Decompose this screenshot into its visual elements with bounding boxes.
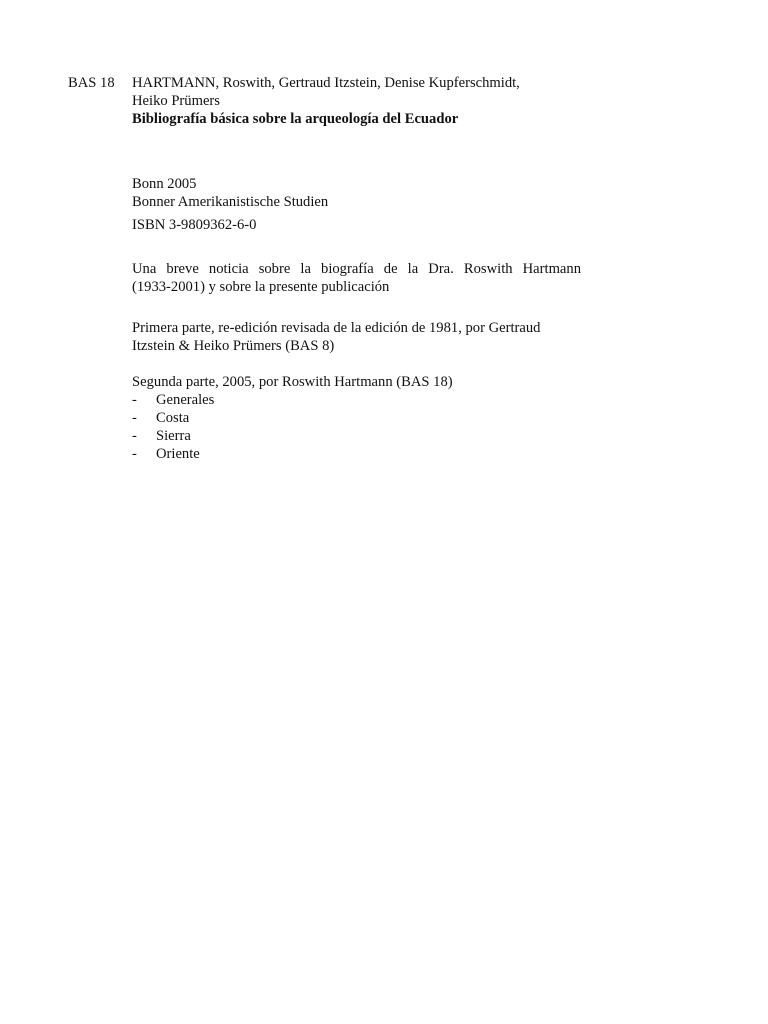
entry-title: Bibliografía básica sobre la arqueología del Ecuador xyxy=(132,111,459,127)
list-item-oriente: Oriente xyxy=(156,446,200,462)
part-one-line-2: Itzstein & Heiko Prümers (BAS 8) xyxy=(132,338,335,354)
publication-isbn: ISBN 3-9809362-6-0 xyxy=(132,217,257,233)
part-one-line-1: Primera parte, re-edición revisada de la edición de 1981, por Gertraud xyxy=(132,320,541,336)
publication-place-year: Bonn 2005 xyxy=(132,176,197,192)
part-two-heading: Segunda parte, 2005, por Roswith Hartmann (BAS 18) xyxy=(132,374,453,390)
list-bullet: - xyxy=(132,428,137,444)
list-item-costa: Costa xyxy=(156,410,190,426)
entry-authors-line-2: Heiko Prümers xyxy=(132,93,220,109)
list-bullet: - xyxy=(132,410,137,426)
list-item-sierra: Sierra xyxy=(156,428,191,444)
biography-note-line-2: (1933-2001) y sobre la presente publicación xyxy=(132,279,390,295)
list-item-generales: Generales xyxy=(156,392,215,408)
entry-authors-line-1: HARTMANN, Roswith, Gertraud Itzstein, Denise Kupferschmidt, xyxy=(132,75,520,91)
biography-note-line-1: Una breve noticia sobre la biografía de la Dra. Roswith Hartmann xyxy=(132,261,581,277)
list-bullet: - xyxy=(132,446,137,462)
list-bullet: - xyxy=(132,392,137,408)
publication-series: Bonner Amerikanistische Studien xyxy=(132,194,329,210)
entry-code: BAS 18 xyxy=(68,75,115,91)
